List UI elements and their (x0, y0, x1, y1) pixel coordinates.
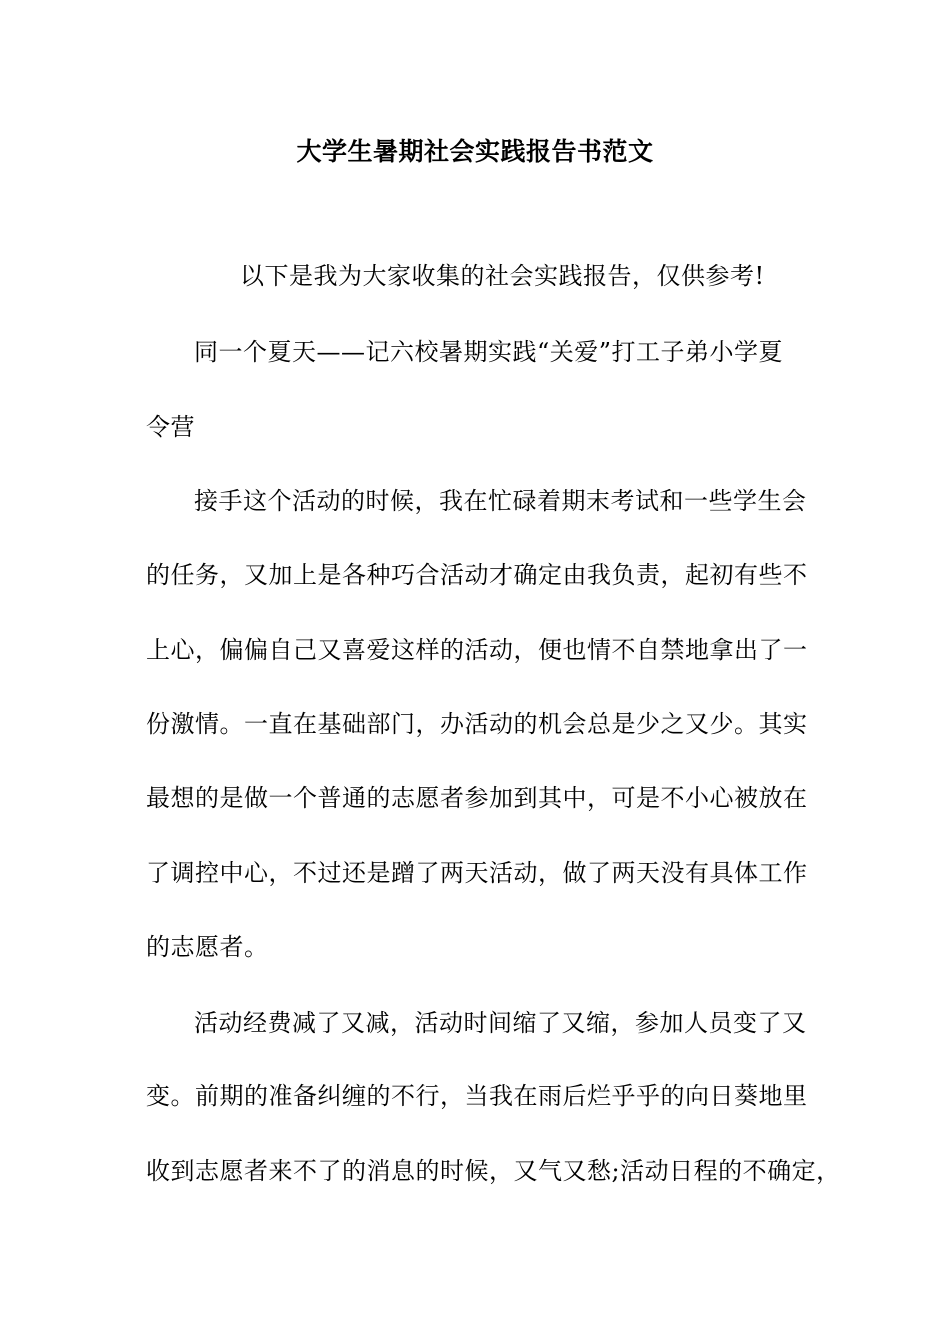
paragraph-line: 上心，偏偏自己又喜爱这样的活动，便也情不自禁地拿出了一 (146, 636, 808, 664)
paragraph-line: 变。前期的准备纠缠的不行，当我在雨后烂乎乎的向日葵地里 (146, 1082, 808, 1110)
paragraph-line: 活动经费减了又减，活动时间缩了又缩，参加人员变了又 (194, 1009, 807, 1037)
paragraph-line: 最想的是做一个普通的志愿者参加到其中，可是不小心被放在 (146, 784, 808, 812)
paragraph-line: 令营 (146, 413, 195, 441)
paragraph-line: 同一个夏天——记六校暑期实践“关爱”打工子弟小学夏 (194, 338, 784, 366)
paragraph-line: 接手这个活动的时候，我在忙碌着期末考试和一些学生会 (194, 487, 807, 515)
paragraph-line: 以下是我为大家收集的社会实践报告，仅供参考! (240, 262, 765, 290)
document-title: 大学生暑期社会实践报告书范文 (296, 137, 654, 166)
paragraph-line: 收到志愿者来不了的消息的时候，又气又愁;活动日程的不确定， (146, 1157, 841, 1185)
paragraph-line: 份激情。一直在基础部门，办活动的机会总是少之又少。其实 (146, 710, 808, 738)
paragraph-line: 了调控中心，不过还是蹭了两天活动，做了两天没有具体工作 (146, 859, 808, 887)
paragraph-line: 的任务，又加上是各种巧合活动才确定由我负责，起初有些不 (146, 561, 808, 589)
paragraph-line: 的志愿者。 (146, 933, 269, 961)
